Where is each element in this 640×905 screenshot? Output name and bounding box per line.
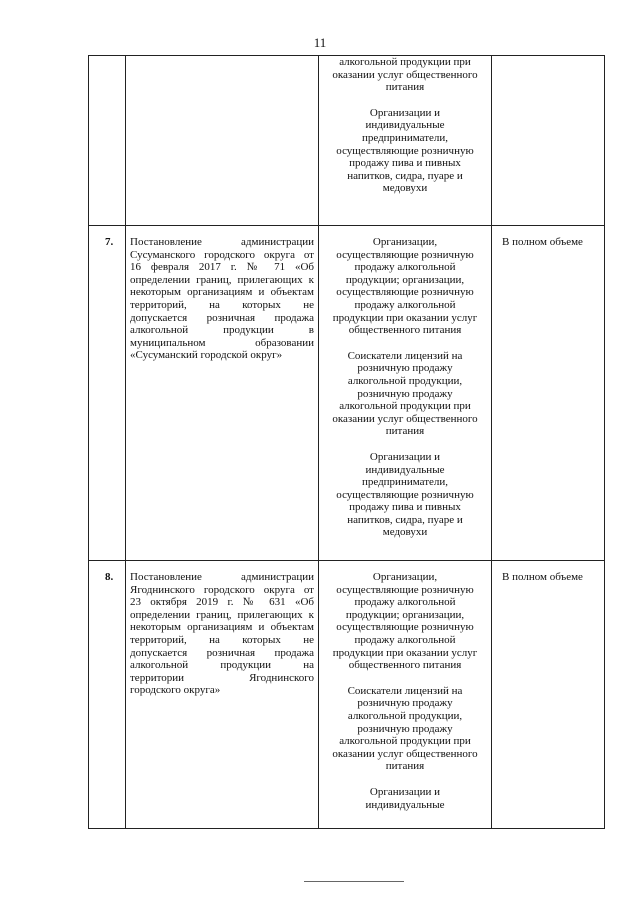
category-group (321, 236, 489, 337)
category-line: продажу пива и пивных (349, 157, 461, 170)
category-group (321, 685, 489, 773)
category-line: розничную продажу (357, 722, 453, 735)
signature-line (304, 881, 404, 882)
title-line: Постановление администрации (130, 236, 314, 248)
category-line: оказании услуг общественного (332, 747, 478, 760)
title-line: территории Ягоднинского (130, 671, 314, 684)
title-line: допускается розничная продажа (130, 311, 314, 324)
title-line: определении границ, прилегающих к (130, 273, 314, 286)
table-row (89, 226, 605, 561)
row-number (89, 56, 126, 226)
title-line: Ягоднинского городского округа от (130, 583, 314, 596)
category-line: продажу пива и пивных (349, 501, 461, 514)
category-line: продажу алкогольной (354, 298, 456, 311)
category-line: розничную продажу (357, 362, 453, 375)
category-line: осуществляющие розничную (336, 583, 474, 596)
category-line: общественного питания (348, 659, 462, 672)
title-line: территорий, на которых не (130, 298, 314, 311)
category-group (321, 350, 489, 438)
application-scope (492, 56, 605, 226)
title-line: городского округа» (130, 684, 221, 697)
title-line: Постановление администрации (130, 571, 314, 583)
category-line: индивидуальные (365, 463, 445, 476)
category-line: Организации, (372, 236, 438, 248)
category-line: розничную продажу (357, 697, 453, 710)
category-line: Организации и (369, 785, 441, 798)
row-number: 7. (89, 226, 126, 561)
subject-categories (319, 56, 492, 226)
regulations-table (88, 55, 605, 829)
category-line: продукции при оказании услуг (332, 646, 478, 659)
category-group (321, 56, 489, 94)
category-line: розничную продажу (357, 387, 453, 400)
category-line: продукции при оказании услуг (332, 311, 478, 324)
category-line: предприниматели, (361, 131, 449, 144)
category-group (321, 107, 489, 195)
application-scope: В полном объеме (492, 561, 605, 829)
title-line: 23 октября 2019 г. № 631 «Об (130, 596, 314, 609)
table-row (89, 56, 605, 226)
category-line: осуществляющие розничную (336, 286, 474, 299)
category-line: питания (385, 425, 425, 438)
title-line: допускается розничная продажа (130, 646, 314, 659)
category-line: индивидуальные (365, 798, 445, 811)
category-line: Соискатели лицензий на (347, 684, 463, 697)
title-line: 16 февраля 2017 г. № 71 «Об (130, 261, 314, 274)
title-line: алкогольной продукции в (130, 324, 314, 337)
category-line: алкогольной продукции при (339, 735, 471, 748)
category-line: питания (385, 81, 425, 94)
title-line: алкогольной продукции на (130, 659, 314, 672)
regulation-title (126, 56, 319, 226)
title-line: муниципальном образовании (130, 336, 314, 349)
category-line: медовухи (382, 526, 428, 539)
category-line: предприниматели, (361, 476, 449, 489)
title-line: некоторым организациям и объектам (130, 286, 314, 299)
category-group (321, 571, 489, 672)
category-line: Организации и (369, 450, 441, 463)
application-scope: В полном объеме (492, 226, 605, 561)
category-line: оказании услуг общественного (332, 412, 478, 425)
category-line: общественного питания (348, 324, 462, 337)
category-line: продукции; организации, (345, 273, 465, 286)
category-line: осуществляющие розничную (336, 621, 474, 634)
category-group (321, 786, 489, 811)
page-number: 11 (313, 35, 327, 50)
regulation-title (126, 561, 319, 829)
subject-categories (319, 561, 492, 829)
category-line: осуществляющие розничную (336, 144, 474, 157)
category-line: Соискатели лицензий на (347, 349, 463, 362)
title-line: Сусуманского городского округа от (130, 248, 314, 261)
category-line: продажу алкогольной (354, 261, 456, 274)
category-line: алкогольной продукции при (339, 56, 471, 68)
category-line: алкогольной продукции, (347, 374, 463, 387)
category-line: алкогольной продукции, (347, 709, 463, 722)
category-line: продукции; организации, (345, 608, 465, 621)
table-row (89, 561, 605, 829)
category-line: осуществляющие розничную (336, 248, 474, 261)
category-line: медовухи (382, 182, 428, 195)
category-line: продажу алкогольной (354, 633, 456, 646)
title-line: территорий, на которых не (130, 633, 314, 646)
category-line: алкогольной продукции при (339, 400, 471, 413)
regulation-title (126, 226, 319, 561)
title-line: определении границ, прилегающих к (130, 608, 314, 621)
category-line: напитков, сидра, пуаре и (347, 513, 463, 526)
category-line: напитков, сидра, пуаре и (347, 169, 463, 182)
row-number: 8. (89, 561, 126, 829)
category-line: оказании услуг общественного (332, 68, 478, 81)
category-line: осуществляющие розничную (336, 488, 474, 501)
category-line: Организации и (369, 106, 441, 119)
category-line: индивидуальные (365, 119, 445, 132)
category-line: питания (385, 760, 425, 773)
title-line: «Сусуманский городской округ» (130, 349, 283, 362)
category-group (321, 451, 489, 539)
category-line: Организации, (372, 571, 438, 583)
subject-categories (319, 226, 492, 561)
title-line: некоторым организациям и объектам (130, 621, 314, 634)
category-line: продажу алкогольной (354, 596, 456, 609)
